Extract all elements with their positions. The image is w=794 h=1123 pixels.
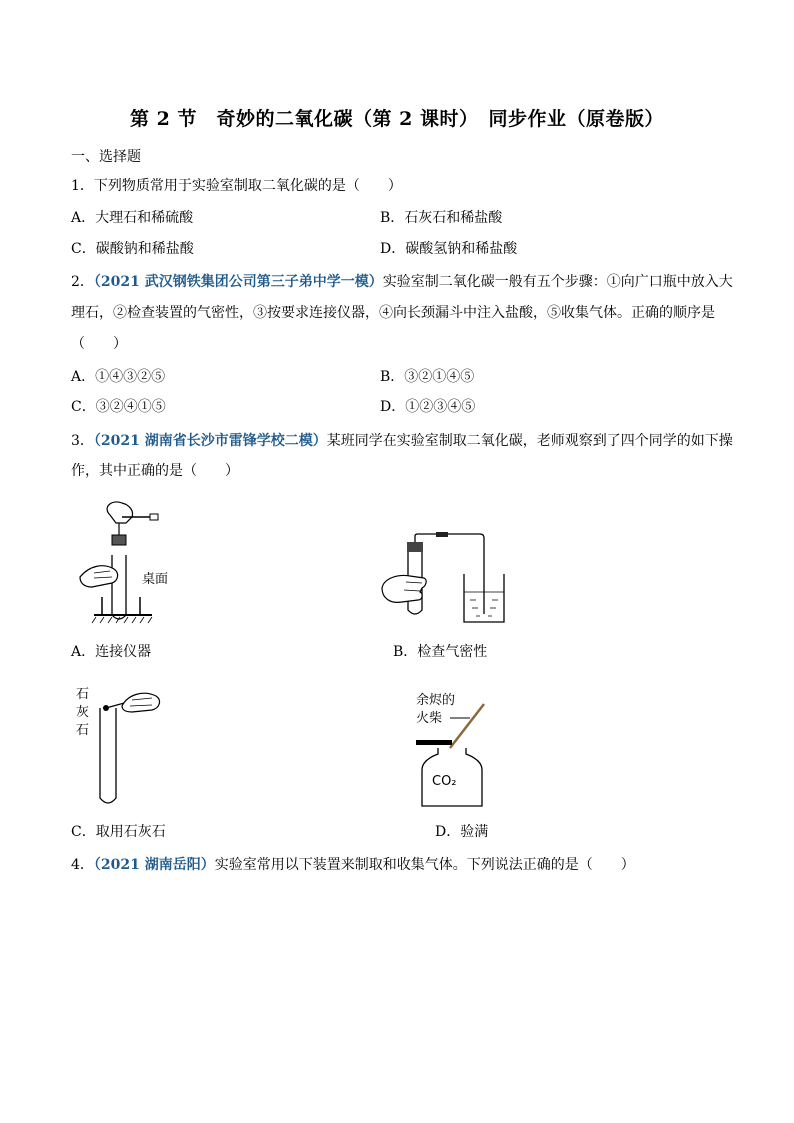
figure-connect-instruments (72, 497, 182, 627)
q2-option-a[interactable]: A．①④③②⑤ (71, 369, 166, 385)
q2-stem-line2: 理石，②检查装置的气密性，③按要求连接仪器，④向长颈漏斗中注入盐酸，⑤收集气体。正确的顺序是 (71, 305, 715, 321)
stone-label-2: 灰 (76, 705, 90, 720)
co2-label: CO₂ (432, 774, 457, 789)
q3-option-b[interactable]: B．检查气密性 (393, 644, 488, 660)
q2-option-b[interactable]: B．③②①④⑤ (380, 369, 475, 385)
q2-source: （2021 武汉钢铁集团公司第三子弟中学一模） (93, 274, 383, 290)
q3-option-c[interactable]: C．取用石灰石 (71, 824, 166, 840)
q1-option-a[interactable]: A．大理石和稀硫酸 (71, 210, 194, 226)
q2-stem-line3: （ ） (71, 336, 127, 352)
stone-label-1: 石 (76, 687, 90, 702)
section-heading: 一、选择题 (71, 149, 141, 165)
stone-label-3: 石 (76, 723, 90, 738)
figure-check-full (412, 690, 522, 810)
desk-label: 桌面 (142, 572, 169, 587)
q3-number: 3． (71, 433, 94, 449)
figure-take-limestone (72, 686, 172, 811)
q2-stem-a: 实验室制二氧化碳一般有五个步骤：①向广口瓶中放入大 (382, 274, 733, 290)
q2-option-c[interactable]: C．③②④①⑤ (71, 399, 166, 415)
q4-stem-text: 实验室常用以下装置来制取和收集气体。下列说法正确的是（ ） (214, 857, 635, 873)
page-title: 第 2 节 奇妙的二氧化碳（第 2 课时） 同步作业（原卷版） (130, 108, 664, 130)
q3-option-a[interactable]: A．连接仪器 (71, 644, 152, 660)
q2-number: 2． (71, 274, 94, 290)
q4-source: （2021 湖南岳阳） (93, 857, 215, 873)
q2-stem-line1 (71, 273, 733, 291)
q4-stem (71, 856, 635, 874)
q3-stem-line2: 作，其中正确的是（ ） (71, 463, 239, 479)
q1-option-b[interactable]: B．石灰石和稀盐酸 (380, 210, 503, 226)
q3-option-d[interactable]: D．验满 (435, 824, 489, 840)
q1-option-c[interactable]: C．碳酸钠和稀盐酸 (71, 241, 194, 257)
q3-source: （2021 湖南省长沙市雷锋学校二模） (93, 433, 327, 449)
q4-number: 4． (71, 857, 94, 873)
figure-airtightness-check (380, 530, 510, 630)
q1-stem: 1．下列物质常用于实验室制取二氧化碳的是（ ） (71, 178, 402, 194)
match-label-2: 火柴 (416, 711, 443, 726)
q1-option-d[interactable]: D．碳酸氢钠和稀盐酸 (380, 241, 518, 257)
q2-option-d[interactable]: D．①②③④⑤ (380, 399, 476, 415)
q3-stem-a: 某班同学在实验室制取二氧化碳，老师观察到了四个同学的如下操 (326, 433, 733, 449)
q3-stem-line1 (71, 432, 733, 450)
match-label-1: 余烬的 (416, 693, 456, 708)
